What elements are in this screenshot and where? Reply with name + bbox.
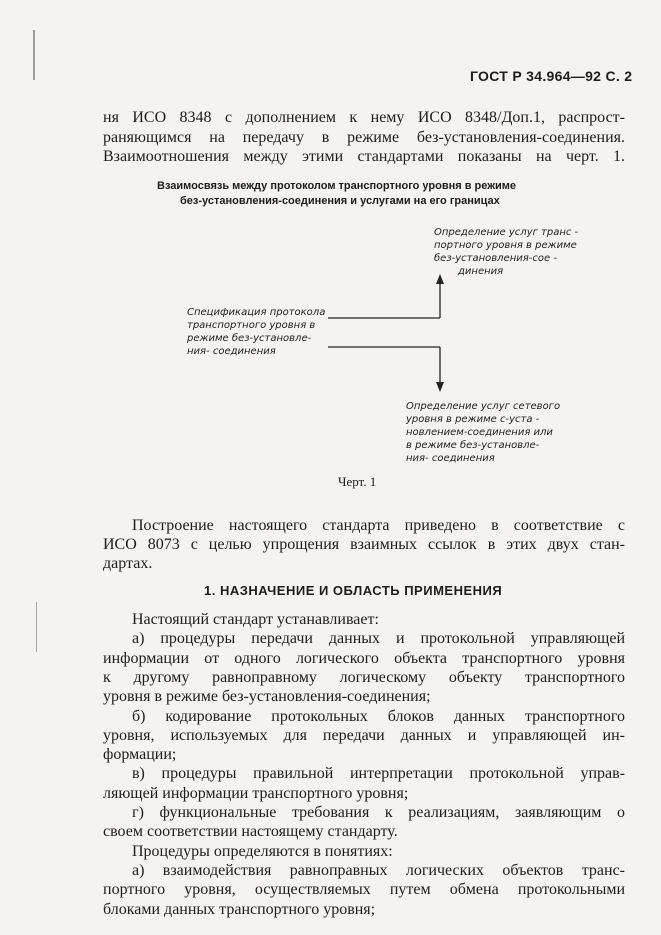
left-box-line: ния- соединения <box>187 346 276 357</box>
bottom-box-line: Определение услуг сетевого <box>406 401 561 412</box>
body-line: г) функциональные требования к реализациям, заявляющим о <box>132 804 625 821</box>
para2-line-1: Построение настоящего стандарта приведено в соответствие с <box>132 517 625 534</box>
bottom-box-line: уровня в режиме с-уста - <box>406 414 540 425</box>
body-line: информации от одного логического объекта транспортного уровня <box>103 650 625 667</box>
margin-mark <box>33 30 35 80</box>
figure-label: Черт. 1 <box>338 474 377 489</box>
figure-caption-line-1: Взаимосвязь между протоколом транспортного уровня в режиме <box>157 180 517 192</box>
body-line: своем соответствии настоящему стандарту. <box>103 823 398 840</box>
top-box-line: портного уровня в режиме <box>434 240 577 251</box>
body-line: а) процедуры передачи данных и протокольной управляющей <box>132 630 625 647</box>
body-line: а) взаимодействия равноправных логических объектов транс- <box>132 862 625 879</box>
body-line: б) кодирование протокольных блоков данных транспортного <box>132 708 625 725</box>
top-box-line: без-установления-сое - <box>434 253 557 264</box>
para2-line-2: ИСО 8073 с целью упрощения взаимных ссылок в этих двух стан- <box>103 536 625 553</box>
intro-line-2: раняющимся на передачу в режиме без-установления-соединения. <box>103 129 625 146</box>
up-arrow-head <box>436 274 444 284</box>
body-line: Настоящий стандарт устанавливает: <box>132 611 379 628</box>
bottom-box-line: в режиме без-установле- <box>406 440 540 451</box>
left-box-line: режиме без-установле- <box>187 333 312 344</box>
intro-line-1: ня ИСО 8348 с дополнением к нему ИСО 8348/Доп.1, распрост- <box>103 109 625 126</box>
intro-line-3: Взаимоотношения между этими стандартами показаны на черт. 1. <box>103 148 625 165</box>
top-box-line: динения <box>458 266 504 277</box>
body-line: в) процедуры правильной интерпретации протокольной управ- <box>132 765 625 782</box>
margin-mark <box>36 602 37 652</box>
para2-line-3: дартах. <box>103 555 153 572</box>
figure-caption-line-2: без-установления-соединения и услугами на его границах <box>180 195 500 207</box>
body-line: ляющей информации транспортного уровня; <box>103 785 409 802</box>
body-line: блоками данных транспортного уровня; <box>103 901 376 918</box>
body-line: уровня в режиме без-установления-соединения; <box>103 688 431 705</box>
body-line: портного уровня, осуществляемых путем обмена протокольными <box>103 881 625 898</box>
section-title: 1. НАЗНАЧЕНИЕ И ОБЛАСТЬ ПРИМЕНЕНИЯ <box>204 583 503 598</box>
left-box-line: транспортного уровня в <box>187 320 316 331</box>
bottom-box-line: ния- соединения <box>406 453 495 464</box>
top-box-line: Определение услуг транс - <box>434 227 579 238</box>
down-arrow-head <box>436 382 444 392</box>
bottom-box-line: новлением-соединения или <box>406 427 553 438</box>
body-line: к другому равноправному логическому объекту транспортного <box>103 669 625 686</box>
body-line: формации; <box>103 746 177 763</box>
body-line: уровня, используемых для передачи данных и управляющей ин- <box>103 727 625 744</box>
page-header: ГОСТ Р 34.964—92 С. 2 <box>470 68 633 84</box>
body-line: Процедуры определяются в понятиях: <box>132 843 393 860</box>
left-box-line: Спецификация протокола <box>187 307 326 318</box>
